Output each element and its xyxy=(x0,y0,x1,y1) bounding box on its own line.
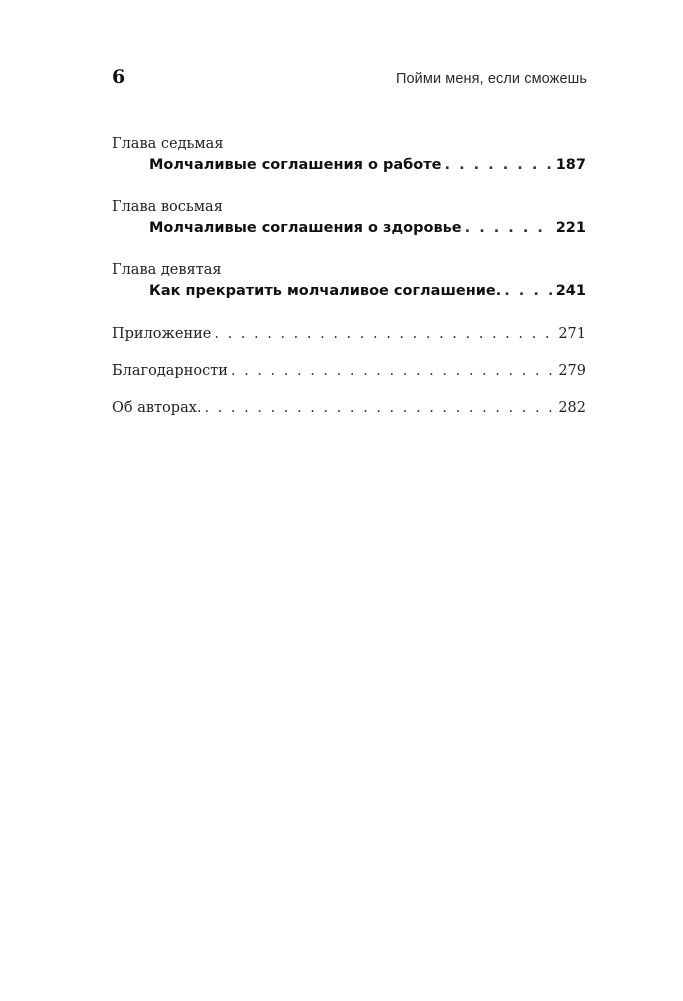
dot-leader xyxy=(205,397,556,419)
toc-chapter-8 xyxy=(112,197,586,239)
toc-entry xyxy=(149,217,586,239)
chapter-label: Глава девятая xyxy=(112,262,222,278)
dot-leader xyxy=(465,217,553,239)
entry-title: Об авторах. xyxy=(112,400,202,416)
toc-entry-appendix xyxy=(112,323,586,345)
toc-chapter-7 xyxy=(112,134,586,176)
toc-entry-about-authors xyxy=(112,397,586,419)
entry-page: 241 xyxy=(555,283,586,299)
toc-chapter-9 xyxy=(112,260,586,302)
entry-page: 271 xyxy=(558,326,586,342)
chapter-label: Глава восьмая xyxy=(112,199,223,215)
entry-page: 279 xyxy=(558,363,586,379)
entry-page: 282 xyxy=(558,400,586,416)
entry-title: Молчаливые соглашения о здоровье xyxy=(149,220,462,236)
entry-title: Приложение xyxy=(112,326,212,342)
entry-title: Молчаливые соглашения о работе xyxy=(149,157,442,173)
dot-leader xyxy=(445,154,553,176)
toc-entry xyxy=(149,154,586,176)
dot-leader xyxy=(231,360,555,382)
table-of-contents xyxy=(112,134,586,434)
chapter-label: Глава седьмая xyxy=(112,136,224,152)
dot-leader xyxy=(504,280,553,302)
toc-entry xyxy=(149,280,586,302)
dot-leader xyxy=(214,323,555,345)
page-number: 6 xyxy=(112,66,126,88)
toc-entry-acknowledgements xyxy=(112,360,586,382)
entry-title: Благодарности xyxy=(112,363,228,379)
entry-page: 187 xyxy=(555,157,586,173)
running-title: Пойми меня, если сможешь xyxy=(395,71,587,87)
entry-title: Как прекратить молчаливое соглашение. xyxy=(149,283,502,299)
entry-page: 221 xyxy=(555,220,586,236)
